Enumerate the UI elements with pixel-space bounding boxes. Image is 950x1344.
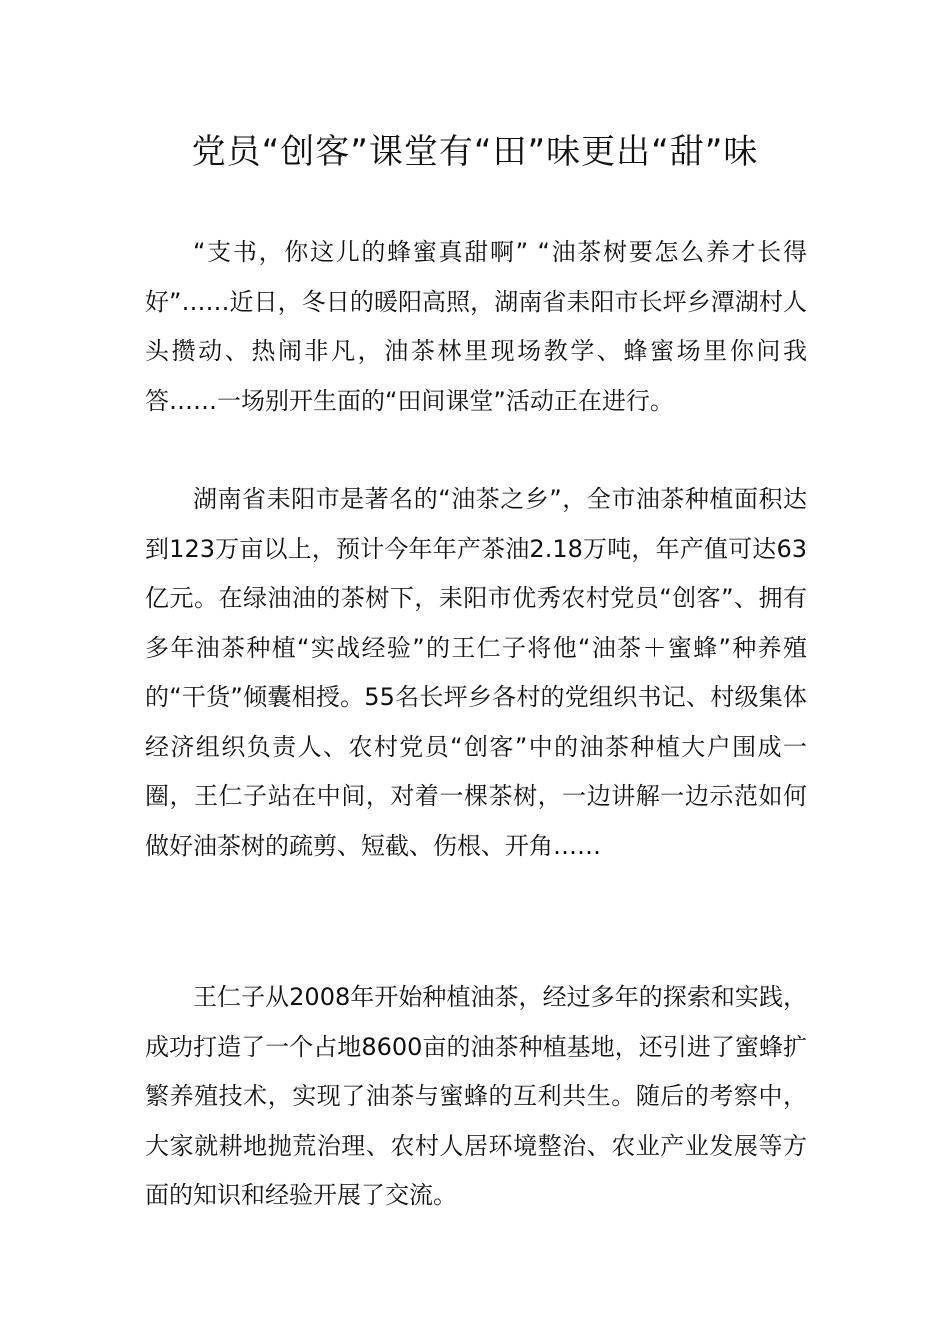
paragraph-1: “支书，你这儿的蜂蜜真甜啊” “油茶树要怎么养才长得好”……近日，冬日的暖阳高照，湖南省耒阳市长坪乡潭湖村人头攒动、热闹非凡，油茶林里现场教学、蜂蜜场里你问我答……一场别开生面的“田间课堂”活动正在进行。: [145, 238, 807, 415]
document-title: 党员“创客”课堂有“田”味更出“甜”味: [191, 132, 759, 172]
paragraph-2: 湖南省耒阳市是著名的“油茶之乡”，全市油茶种植面积达到123万亩以上，预计今年年产茶油2.18万吨，年产值可达63亿元。在绿油油的茶树下，耒阳市优秀农村党员“创客”、拥有多年油茶种植“实战经验”的王仁子将他“油茶＋蜜蜂”种养殖的“干货”倾囊相授。55名长坪乡各村的党组织书记、村级集体经济组织负责人、农村党员“创客”中的油茶种植大户围成一圈，王仁子站在中间，对着一棵茶树，一边讲解一边示范如何做好油茶树的疏剪、短截、伤根、开角……: [145, 485, 807, 860]
paragraph-3: 王仁子从2008年开始种植油茶，经过多年的探索和实践，成功打造了一个占地8600亩的油茶种植基地，还引进了蜜蜂扩繁养殖技术，实现了油茶与蜜蜂的互利共生。随后的考察中，大家就耕地抛荒治理、农村人居环境整治、农业产业发展等方面的知识和经验开展了交流。: [145, 983, 807, 1209]
